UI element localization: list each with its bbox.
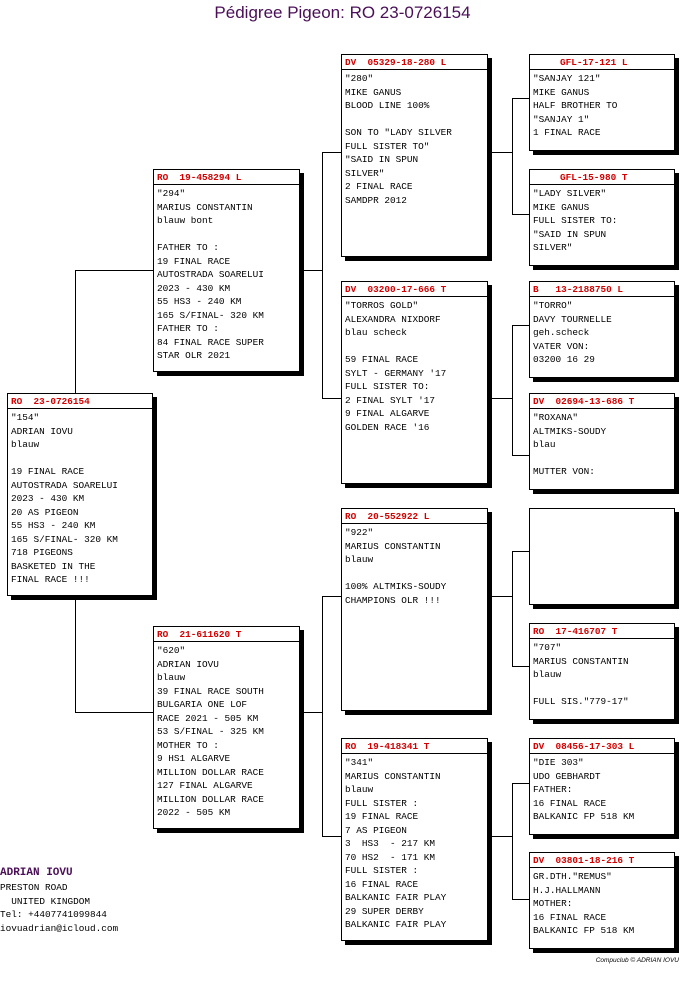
connector-line xyxy=(75,597,76,713)
connector-line xyxy=(300,270,322,271)
connector-line xyxy=(512,783,513,900)
connector-line xyxy=(300,712,322,713)
connector-line xyxy=(322,596,341,597)
dam-dam-card xyxy=(341,738,488,941)
connector-line xyxy=(512,551,529,552)
connector-line xyxy=(322,836,341,837)
pigeon-details: "620" ADRIAN IOVU blauw 39 FINAL RACE SOUTH BULGARIA ONE LOF RACE 2021 - 505 KM 53 S/FINAL - 325 KM MOTHER TO : 9 HS1 ALGARVE MILLION DOLLAR RACE 127 FINAL ALGARVE MILLION DOLLAR RACE 2022 - 505 KM xyxy=(157,645,264,818)
pigeon-details: "SANJAY 121" MIKE GANUS HALF BROTHER TO "SANJAY 1" 1 FINAL RACE xyxy=(533,73,618,138)
connector-line xyxy=(322,152,323,399)
pigeon-details: "TORRO" DAVY TOURNELLE geh.scheck VATER VON: 03200 16 29 xyxy=(533,300,612,365)
owner-address: PRESTON ROAD xyxy=(0,882,68,893)
connector-line xyxy=(75,270,154,271)
ring-number: DV 08456-17-303 L xyxy=(530,740,674,754)
connector-line xyxy=(512,214,529,215)
owner-email: iovuadrian@icloud.com xyxy=(0,922,119,934)
connector-line xyxy=(75,270,76,396)
connector-line xyxy=(488,596,512,597)
sire-sire-dam-card xyxy=(529,169,675,266)
connector-line xyxy=(512,325,529,326)
ring-number: RO 20-552922 L xyxy=(342,510,487,524)
ring-number: B 13-2188750 L xyxy=(530,283,674,297)
connector-line xyxy=(488,836,512,837)
owner-info xyxy=(0,866,118,935)
connector-line xyxy=(488,152,512,153)
ring-number: RO 17-416707 T xyxy=(530,625,674,639)
owner-country: UNITED KINGDOM xyxy=(0,895,91,907)
ring-number: RO 19-418341 T xyxy=(342,740,487,754)
connector-line xyxy=(322,398,341,399)
pigeon-details: GR.DTH."REMUS" H.J.HALLMANN MOTHER: 16 FINAL RACE BALKANIC FP 518 KM xyxy=(533,871,635,936)
pigeon-details: "922" MARIUS CONSTANTIN blauw 100% ALTMIKS-SOUDY CHAMPIONS OLR !!! xyxy=(345,527,447,606)
connector-line xyxy=(322,596,323,837)
ring-number: RO 19-458294 L xyxy=(154,171,299,185)
sire-sire-sire-card xyxy=(529,54,675,151)
pigeon-details: "TORROS GOLD" ALEXANDRA NIXDORF blau scheck 59 FINAL RACE SYLT - GERMANY '17 FULL SISTER TO: 2 FINAL SYLT '17 9 FINAL ALGARVE GOLDEN RACE '16 xyxy=(345,300,447,433)
connector-line xyxy=(512,551,513,667)
pigeon-details: "ROXANA" ALTMIKS-SOUDY blau MUTTER VON: xyxy=(533,412,607,477)
pigeon-details: "280" MIKE GANUS BLOOD LINE 100% SON TO "LADY SILVER FULL SISTER TO" "SAID IN SPUN SILVER" 2 FINAL RACE SAMDPR 2012 xyxy=(345,73,452,206)
sire-dam-card xyxy=(341,281,488,484)
connector-line xyxy=(512,899,529,900)
connector-line xyxy=(512,325,513,456)
ring-number: DV 05329-18-280 L xyxy=(342,56,487,70)
connector-line xyxy=(512,455,529,456)
dam-dam-dam-card xyxy=(529,852,675,949)
ring-number: GFL-17-121 L xyxy=(530,56,674,70)
pigeon-details: "707" MARIUS CONSTANTIN blauw FULL SIS."779-17" xyxy=(533,642,629,707)
pigeon-details: "DIE 303" UDO GEBHARDT FATHER: 16 FINAL RACE BALKANIC FP 518 KM xyxy=(533,757,635,822)
ring-number: DV 03200-17-666 T xyxy=(342,283,487,297)
pigeon-details: "341" MARIUS CONSTANTIN blauw FULL SISTER : 19 FINAL RACE 7 AS PIGEON 3 HS3 - 217 KM 70 HS2 - 171 KM FULL SISTER : 16 FINAL RACE BALKANIC FAIR PLAY 29 SUPER DERBY BALKANIC FAIR PLAY xyxy=(345,757,447,930)
dam-sire-dam-card xyxy=(529,623,675,720)
connector-line xyxy=(512,783,529,784)
connector-line xyxy=(75,712,154,713)
ring-number: RO 23-0726154 xyxy=(8,395,152,409)
ring-number: DV 02694-13-686 T xyxy=(530,395,674,409)
dam-card xyxy=(153,626,300,829)
sire-dam-dam-card xyxy=(529,393,675,490)
pigeon-details: "294" MARIUS CONSTANTIN blauw bont FATHER TO : 19 FINAL RACE AUTOSTRADA SOARELUI 2023 - 430 KM 55 HS3 - 240 KM 165 S/FINAL- 320 KM FATHER TO : 84 FINAL RACE SUPER STAR OLR 2021 xyxy=(157,188,264,361)
subject-pigeon-card xyxy=(7,393,153,596)
dam-sire-card xyxy=(341,508,488,711)
ring-number: DV 03801-18-216 T xyxy=(530,854,674,868)
connector-line xyxy=(512,98,529,99)
ring-number: RO 21-611620 T xyxy=(154,628,299,642)
owner-name: ADRIAN IOVU xyxy=(0,867,73,879)
pigeon-details: "154" ADRIAN IOVU blauw 19 FINAL RACE AUTOSTRADA SOARELUI 2023 - 430 KM 20 AS PIGEON 55 HS3 - 240 KM 165 S/FINAL- 320 KM 718 PIGEONS BASKETED IN THE FINAL RACE !!! xyxy=(11,412,118,585)
dam-sire-sire-card xyxy=(529,508,675,605)
connector-line xyxy=(322,152,341,153)
connector-line xyxy=(488,398,512,399)
sire-dam-sire-card xyxy=(529,281,675,378)
pigeon-details: "LADY SILVER" MIKE GANUS FULL SISTER TO: "SAID IN SPUN SILVER" xyxy=(533,188,618,253)
footer-credit: Compuclub © ADRIAN IOVU xyxy=(595,957,679,964)
connector-line xyxy=(512,666,529,667)
connector-line xyxy=(512,98,513,215)
ring-number: GFL-15-980 T xyxy=(530,171,674,185)
page-title: Pédigree Pigeon: RO 23-0726154 xyxy=(214,3,471,22)
sire-card xyxy=(153,169,300,372)
dam-dam-sire-card xyxy=(529,738,675,835)
owner-phone: Tel: +4407741099844 xyxy=(0,909,107,920)
sire-sire-card xyxy=(341,54,488,257)
